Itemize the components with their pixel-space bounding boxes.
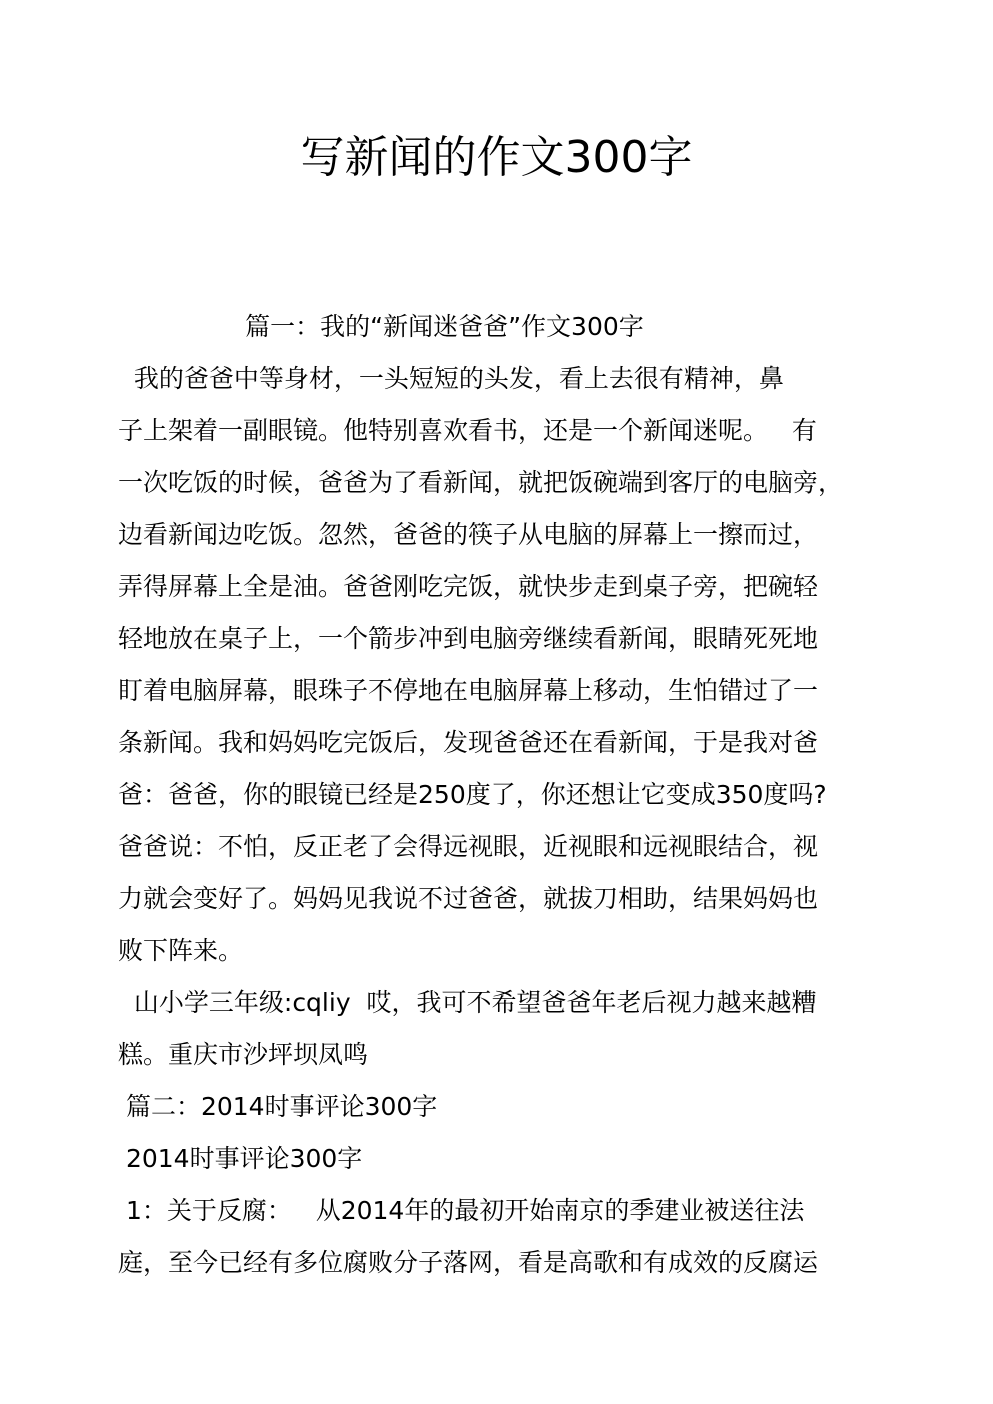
text-line: 败下阵来。 xyxy=(118,936,244,965)
text-line: 我的爸爸中等身材，一头短短的头发，看上去很有精神，鼻 xyxy=(118,364,784,393)
text-line: 庭，至今已经有多位腐败分子落网，看是高歌和有成效的反腐运 xyxy=(118,1248,819,1277)
text-line: 爸：爸爸，你的眼镜已经是250度了，你还想让它变成350度吗? xyxy=(118,780,827,809)
subheading: 2014时事评论300字 xyxy=(118,1144,363,1173)
text-line: 爸爸说：不怕，反正老了会得远视眼，近视眼和远视眼结合，视 xyxy=(118,832,819,861)
text-line: 子上架着一副眼镜。他特别喜欢看书，还是一个新闻迷呢。 有 xyxy=(118,416,817,445)
heading-part-one: 篇一：我的“新闻迷爸爸”作文300字 xyxy=(118,312,644,341)
text-line: 1：关于反腐： 从2014年的最初开始南京的季建业被送往法 xyxy=(118,1196,805,1225)
text-line: 边看新闻边吃饭。忽然，爸爸的筷子从电脑的屏幕上一擦而过， xyxy=(118,520,819,549)
text-line: 一次吃饭的时候，爸爸为了看新闻，就把饭碗端到客厅的电脑旁， xyxy=(118,468,844,497)
text-line: 力就会变好了。妈妈见我说不过爸爸，就拔刀相助，结果妈妈也 xyxy=(118,884,819,913)
document-body xyxy=(118,301,888,1289)
document-title: 写新闻的作文300字 xyxy=(300,132,693,183)
text-line: 弄得屏幕上全是油。爸爸刚吃完饭，就快步走到桌子旁，把碗轻 xyxy=(118,572,819,601)
heading-part-two: 篇二：2014时事评论300字 xyxy=(118,1092,438,1121)
text-line: 盯着电脑屏幕，眼珠子不停地在电脑屏幕上移动，生怕错过了一 xyxy=(118,676,819,705)
text-line: 糕。重庆市沙坪坝凤鸣 xyxy=(118,1040,369,1069)
text-line: 山小学三年级:cqliy 哎，我可不希望爸爸年老后视力越来越糟 xyxy=(118,988,817,1017)
text-line: 条新闻。我和妈妈吃完饭后，发现爸爸还在看新闻，于是我对爸 xyxy=(118,728,819,757)
text-line: 轻地放在桌子上，一个箭步冲到电脑旁继续看新闻，眼睛死死地 xyxy=(118,624,819,653)
